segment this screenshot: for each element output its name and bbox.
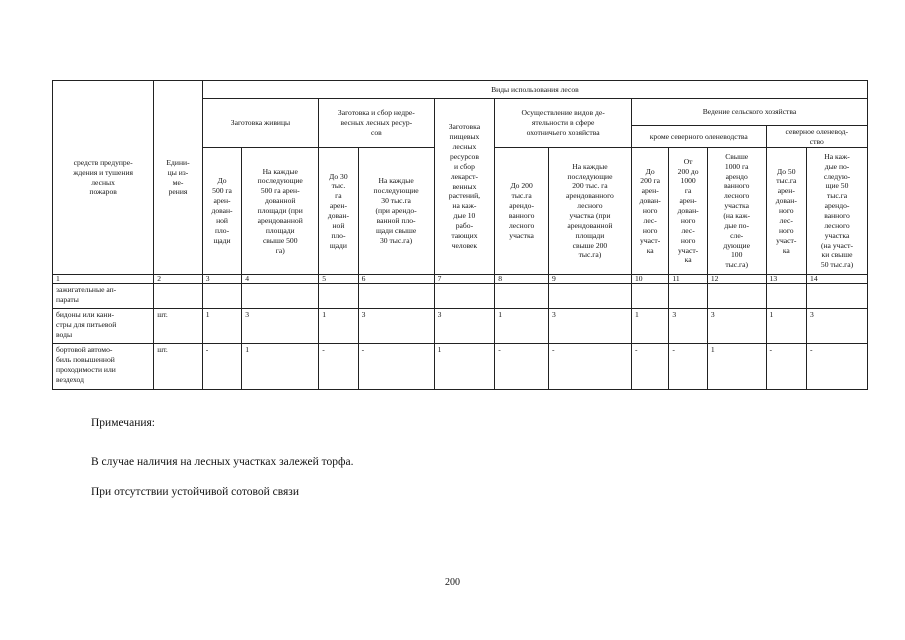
- column-number: 1: [53, 275, 154, 284]
- header-north-reindeer: северное оленевод- ство: [766, 126, 867, 148]
- header-units: Едини- цы из- ме- рения: [154, 81, 203, 275]
- header-sub-8: До 200 тыс.га арендо- ванного лесного участка: [495, 148, 549, 275]
- table-cell: -: [358, 344, 434, 390]
- table-cell: 1: [202, 309, 241, 344]
- table-cell: [707, 284, 766, 309]
- header-sub-4: На каждые последующие 500 га арен- дованной площади (при арендованной площади свыше 500 га): [242, 148, 319, 275]
- table-cell: -: [548, 344, 631, 390]
- header-means: средств предупре- ждения и тушения лесных пожаров: [53, 81, 154, 275]
- header-sub-3: До 500 га арен- дован- ной пло- щади: [202, 148, 241, 275]
- table-cell: -: [669, 344, 707, 390]
- column-number: 7: [434, 275, 495, 284]
- table-cell: 3: [358, 309, 434, 344]
- table-cell: 1: [319, 309, 358, 344]
- table-cell: 3: [807, 309, 868, 344]
- column-number: 3: [202, 275, 241, 284]
- table-cell: шт.: [154, 344, 203, 390]
- header-non-timber: Заготовка и сбор недре- весных лесных ресур- сов: [319, 99, 434, 148]
- row-label: бидоны или кани- стры для питьевой воды: [53, 309, 154, 344]
- table-cell: [434, 284, 495, 309]
- table-cell: [242, 284, 319, 309]
- table-cell: 1: [242, 344, 319, 390]
- table-cell: -: [495, 344, 549, 390]
- table-cell: [548, 284, 631, 309]
- table-cell: 3: [242, 309, 319, 344]
- table-cell: [202, 284, 241, 309]
- header-food-resources: Заготовка пищевых лесных ресурсов и сбор лекарст- венных растений, на каж- дые 10 рабо- тающих человек: [434, 99, 495, 275]
- table-row: [53, 344, 868, 390]
- header-agriculture: Ведение сельского хозяйства: [631, 99, 867, 126]
- table-cell: -: [202, 344, 241, 390]
- table-cell: -: [807, 344, 868, 390]
- table-cell: [807, 284, 868, 309]
- note-cellular: При отсутствии устойчивой сотовой связи: [91, 486, 299, 498]
- table-cell: -: [766, 344, 806, 390]
- table-cell: [766, 284, 806, 309]
- table-cell: [495, 284, 549, 309]
- header-sub-5: До 30 тыс. га арен- дован- ной пло- щади: [319, 148, 358, 275]
- header-sub-13: До 50 тыс.га арен- дован- ного лес- ного участ- ка: [766, 148, 806, 275]
- column-number: 8: [495, 275, 549, 284]
- header-sub-9: На каждые последующие 200 тыс. га арендованного лесного участка (при арендованной площади свыше 200 тыс.га): [548, 148, 631, 275]
- header-sub-6: На каждые последующие 30 тыс.га (при арендо- ванной пло- щади свыше 30 тыс.га): [358, 148, 434, 275]
- column-number: 4: [242, 275, 319, 284]
- table-cell: 3: [548, 309, 631, 344]
- header-resin: Заготовка живицы: [202, 99, 318, 148]
- header-sub-14: На каж- дые по- следую- щие 50 тыс.га арендо- ванного лесного участка (на участ- ки свыше 50 тыс.га): [807, 148, 868, 275]
- table-cell: 3: [707, 309, 766, 344]
- column-number: 11: [669, 275, 707, 284]
- page-number: 200: [445, 577, 460, 588]
- header-forest-use-types: Виды использования лесов: [202, 81, 867, 99]
- note-peat: В случае наличия на лесных участках залежей торфа.: [91, 456, 354, 468]
- table-cell: 1: [434, 344, 495, 390]
- notes-title: Примечания:: [91, 417, 155, 429]
- forest-equipment-table: [52, 80, 868, 390]
- table-cell: [358, 284, 434, 309]
- table-cell: -: [319, 344, 358, 390]
- header-sub-10: До 200 га арен- дован- ного лес- ного участ- ка: [631, 148, 668, 275]
- table-cell: шт.: [154, 309, 203, 344]
- column-number: 9: [548, 275, 631, 284]
- table-cell: 1: [495, 309, 549, 344]
- table-cell: [669, 284, 707, 309]
- table-cell: [319, 284, 358, 309]
- column-number: 10: [631, 275, 668, 284]
- row-label: зажигательные ап- параты: [53, 284, 154, 309]
- table-cell: [154, 284, 203, 309]
- table-cell: 3: [669, 309, 707, 344]
- column-number: 14: [807, 275, 868, 284]
- header-row: [53, 81, 868, 99]
- header-sub-12: Свыше 1000 га арендо ванного лесного участка (на каж- дые по- сле- дующие 100 тыс.га): [707, 148, 766, 275]
- header-sub-11: От 200 до 1000 га арен- дован- ного лес- ного участ- ка: [669, 148, 707, 275]
- column-number: 2: [154, 275, 203, 284]
- table-cell: 1: [766, 309, 806, 344]
- table-cell: -: [631, 344, 668, 390]
- column-number-row: [53, 275, 868, 284]
- column-number: 6: [358, 275, 434, 284]
- table-cell: [631, 284, 668, 309]
- table-cell: 1: [707, 344, 766, 390]
- table-cell: 1: [631, 309, 668, 344]
- row-label: бортовой автомо- биль повышенной проходимости или вездеход: [53, 344, 154, 390]
- header-except-north: кроме северного оленеводства: [631, 126, 766, 148]
- column-number: 13: [766, 275, 806, 284]
- table-row: [53, 284, 868, 309]
- table-row: [53, 309, 868, 344]
- column-number: 12: [707, 275, 766, 284]
- header-hunting: Осуществление видов де- ятельности в сфере охотничьего хозяйства: [495, 99, 632, 148]
- column-number: 5: [319, 275, 358, 284]
- table-cell: 3: [434, 309, 495, 344]
